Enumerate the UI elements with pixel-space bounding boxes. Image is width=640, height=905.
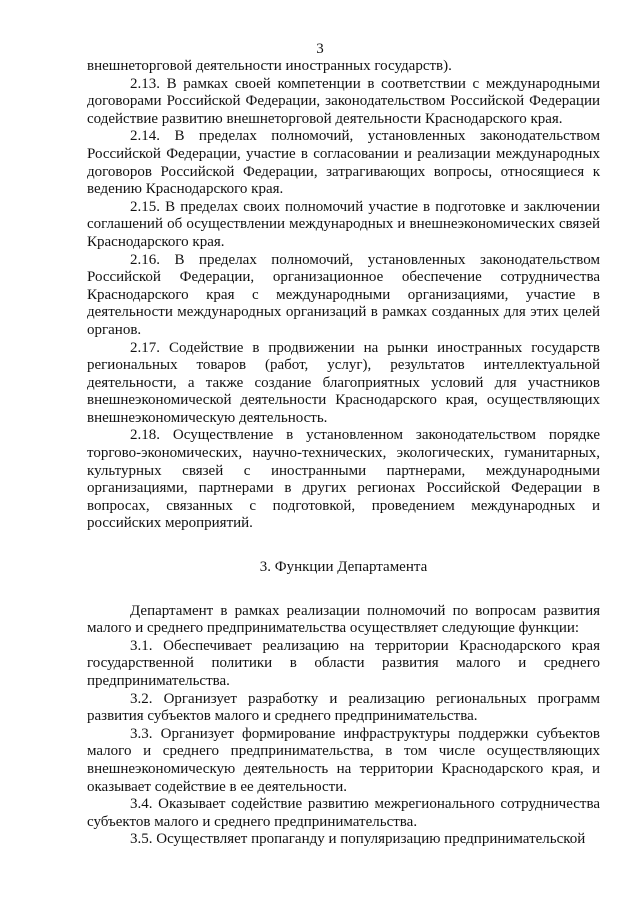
paragraph-2-15: 2.15. В пределах своих полномочий участие в подготовке и заключении соглашений об осуществлении международных и внешнеэкономических связей Краснодарского края. bbox=[87, 198, 600, 250]
document-body bbox=[87, 58, 600, 849]
paragraph-2-13: 2.13. В рамках своей компетенции в соответствии с международными договорами Российской Федерации, законодательством Российской Федерации содействие развитию внешнеторговой деятельности Краснодарского края. bbox=[87, 75, 600, 127]
paragraph-2-18: 2.18. Осуществление в установленном законодательством порядке торгово-экономических, научно-технических, экологических, гуманитарных, культурных связей с иностранными партнерами, международными организациями, партнерами в других регионах Российской Федерации в вопросах, связанных с подготовкой, проведением международных и российских мероприятий. bbox=[87, 427, 600, 532]
paragraph-3-1: 3.1. Обеспечивает реализацию на территории Краснодарского края государственной политики в области развития малого и среднего предпринимательства. bbox=[87, 637, 600, 689]
paragraph-3-4: 3.4. Оказывает содействие развитию межрегионального сотрудничества субъектов малого и среднего предпринимательства. bbox=[87, 796, 600, 830]
section-3-intro: Департамент в рамках реализации полномочий по вопросам развития малого и среднего предпринимательства осуществляет следующие функции: bbox=[87, 602, 600, 637]
paragraph-2-17: 2.17. Содействие в продвижении на рынки иностранных государств региональных товаров (работ, услуг), результатов интеллектуальной деятельности, а также создание благоприятных условий для участников внешнеэкономической деятельности Краснодарского края, осуществляющих внешнеэкономическую деятельность. bbox=[87, 339, 600, 426]
paragraph-2-14: 2.14. В пределах полномочий, установленных законодательством Российской Федерации, участие в согласовании и реализации международных договоров Российской Федерации, затрагивающих вопросы, относящиеся к ведению Краснодарского края. bbox=[87, 128, 600, 198]
paragraph-2-16: 2.16. В пределах полномочий, установленных законодательством Российской Федерации, организационное обеспечение сотрудничества Краснодарского края с международными организациями, участие в деятельности международных организаций в рамках созданных для этих целей органов. bbox=[87, 251, 600, 338]
paragraph-2-12-continuation: внешнеторговой деятельности иностранных государств). bbox=[87, 58, 452, 74]
paragraph-3-2: 3.2. Организует разработку и реализацию региональных программ развития субъектов малого и среднего предпринимательства. bbox=[87, 690, 600, 725]
section-3-heading: 3. Функции Департамента bbox=[259, 559, 428, 576]
spacer bbox=[87, 533, 600, 559]
page-number: 3 bbox=[316, 41, 324, 57]
paragraph-3-3: 3.3. Организует формирование инфраструктуры поддержки субъектов малого и среднего предпринимательства, в том числе осуществляющих внешнеэкономическую деятельность на территории Краснодарского края, и оказывает содействие в ее деятельности. bbox=[87, 725, 600, 795]
paragraph-3-5: 3.5. Осуществляет пропаганду и популяризацию предпринимательской bbox=[130, 831, 586, 848]
spacer bbox=[87, 577, 600, 603]
